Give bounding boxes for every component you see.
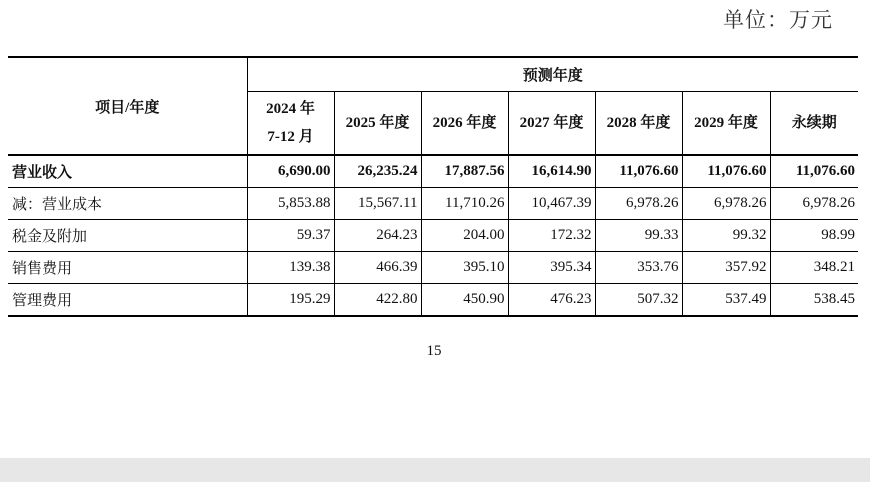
- column-header-line2: 7-12 月: [267, 129, 314, 145]
- table-cell: 26,235.24: [334, 155, 421, 188]
- table-cell: 348.21: [770, 252, 858, 284]
- column-header: [334, 92, 421, 156]
- column-header: [682, 92, 770, 156]
- table-cell: 395.34: [508, 252, 595, 284]
- column-header-label: 2028 年度: [606, 115, 671, 131]
- table-cell: 11,076.60: [682, 155, 770, 188]
- table-cell: 6,978.26: [770, 188, 858, 220]
- row-label: 减：营业成本: [8, 188, 247, 220]
- table-row: [8, 220, 858, 252]
- table-cell: 357.92: [682, 252, 770, 284]
- unit-label: 单位：万元: [723, 8, 833, 32]
- row-label: 管理费用: [8, 284, 247, 317]
- column-header: [770, 92, 858, 156]
- column-header: [508, 92, 595, 156]
- table-cell: 16,614.90: [508, 155, 595, 188]
- table-cell: 466.39: [334, 252, 421, 284]
- table-cell: 538.45: [770, 284, 858, 317]
- table-cell: 507.32: [595, 284, 682, 317]
- table-cell: 6,978.26: [682, 188, 770, 220]
- corner-header: 项目/年度: [8, 57, 247, 155]
- column-header: [421, 92, 508, 156]
- page-number: 15: [426, 343, 442, 359]
- table-cell: 11,076.60: [595, 155, 682, 188]
- viewer-bottom-bar: [0, 458, 870, 482]
- row-label: 营业收入: [8, 155, 247, 188]
- table-row: [8, 252, 858, 284]
- table-cell: 5,853.88: [247, 188, 334, 220]
- column-header-label: 2026 年度: [432, 115, 497, 131]
- table-cell: 11,710.26: [421, 188, 508, 220]
- column-header-label: 永续期: [791, 115, 837, 131]
- table-cell: 17,887.56: [421, 155, 508, 188]
- table-cell: 98.99: [770, 220, 858, 252]
- table-cell: 476.23: [508, 284, 595, 317]
- column-header-label: 2025 年度: [345, 115, 410, 131]
- table-cell: 195.29: [247, 284, 334, 317]
- table-row: [8, 188, 858, 220]
- table-cell: 353.76: [595, 252, 682, 284]
- table-cell: 537.49: [682, 284, 770, 317]
- column-header: [247, 92, 334, 156]
- column-header-label: 2029 年度: [694, 115, 758, 131]
- table-cell: 139.38: [247, 252, 334, 284]
- table-cell: 450.90: [421, 284, 508, 317]
- column-header-label: 2027 年度: [519, 115, 584, 131]
- table-cell: 59.37: [247, 220, 334, 252]
- column-header: [595, 92, 682, 156]
- table-cell: 11,076.60: [770, 155, 858, 188]
- table-cell: 264.23: [334, 220, 421, 252]
- table-cell: 6,978.26: [595, 188, 682, 220]
- table-cell: 172.32: [508, 220, 595, 252]
- row-label: 销售费用: [8, 252, 247, 284]
- table-cell: 99.32: [682, 220, 770, 252]
- table-cell: 204.00: [421, 220, 508, 252]
- table-cell: 10,467.39: [508, 188, 595, 220]
- column-header-line1: 2024 年: [266, 101, 315, 117]
- row-label: 税金及附加: [8, 220, 247, 252]
- table-row: [8, 155, 858, 188]
- forecast-table: [8, 56, 858, 317]
- table-cell: 15,567.11: [334, 188, 421, 220]
- table-cell: 395.10: [421, 252, 508, 284]
- table-row: [8, 284, 858, 317]
- table-cell: 99.33: [595, 220, 682, 252]
- group-header: 预测年度: [247, 57, 858, 92]
- table-cell: 422.80: [334, 284, 421, 317]
- table-cell: 6,690.00: [247, 155, 334, 188]
